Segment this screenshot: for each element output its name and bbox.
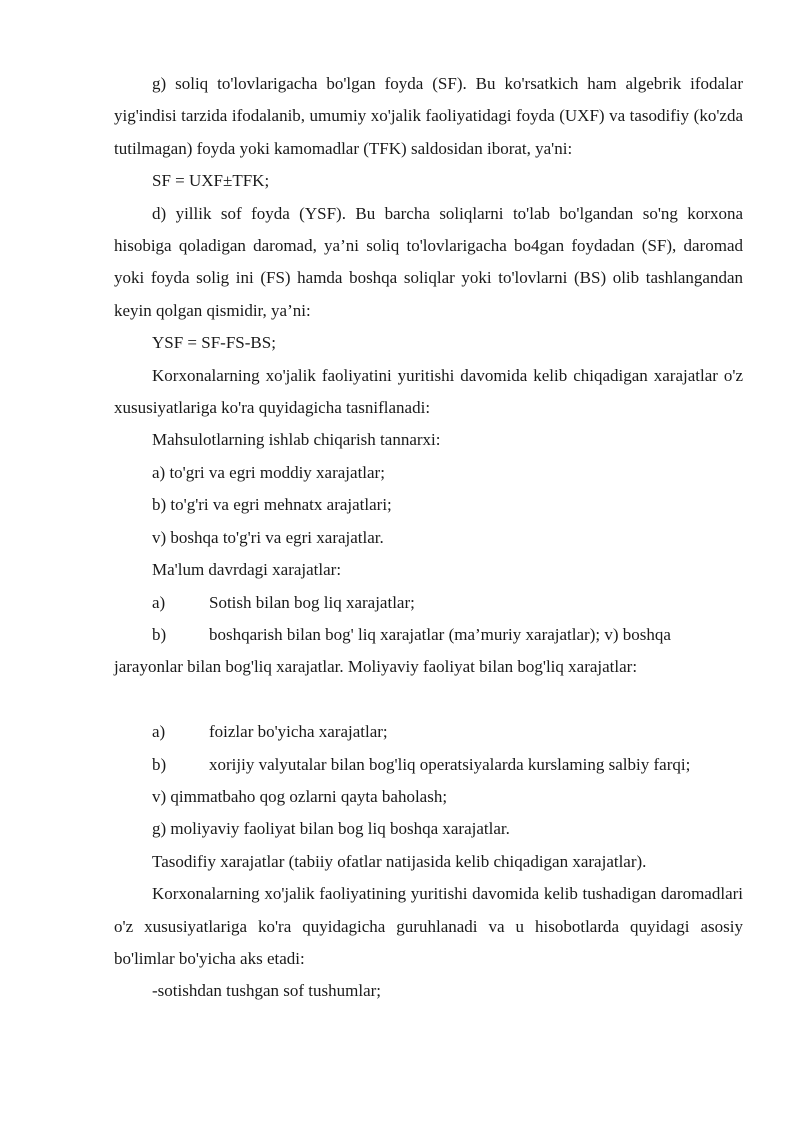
paragraph-ysf-definition: d) yillik sof foyda (YSF). Bu barcha soliqlarni to'lab bo'lgandan so'ng korxona hisobiga qoladigan daromad, ya’ni soliq to'lovlarigacha bo4gan foydadan (SF), daromad yoki foyda solig ini (FS) hamda boshqa soliqlar yoki to'lovlarni (BS) olib tashlangandan keyin qolgan qismidir, ya’ni: <box>114 203 743 320</box>
paragraph-sf-definition: g) soliq to'lovlarigacha bo'lgan foyda (SF). Bu ko'rsatkich ham algebrik ifodalar yig'indisi tarzida ifodalanib, umumiy xo'jalik faoliyatidagi foyda (UXF) va tasodifiy (ko'zda tutilmagan) foyda yoki kamomadlar (TFK) saldosidan iborat, ya'ni: <box>114 74 743 158</box>
formula-ysf: YSF = SF-FS-BS; <box>152 333 276 353</box>
list-marker: b) <box>152 754 167 774</box>
list-item: a) to'gri va egri moddiy xarajatlar; <box>152 462 385 482</box>
heading-period-expenses: Ma'lum davrdagi xarajatlar: <box>152 560 342 580</box>
paragraph-random-expenses: Tasodifiy xarajatlar (tabiiy ofatlar natijasida kelib chiqadigan xarajatlar). <box>152 851 647 871</box>
list-marker: a) <box>152 592 166 612</box>
list-item-text: foizlar bo'yicha xarajatlar; <box>209 722 388 742</box>
list-item: -sotishdan tushgan sof tushumlar; <box>152 981 382 1001</box>
list-item-text: xorijiy valyutalar bilan bog'liq operatsiyalarda kurslaming salbiy farqi; <box>209 754 691 774</box>
list-item <box>114 749 743 781</box>
list-item: v) boshqa to'g'ri va egri xarajatlar. <box>152 527 384 547</box>
document-page <box>114 68 743 1008</box>
list-item <box>114 587 743 619</box>
list-item <box>114 716 743 748</box>
list-marker: a) <box>152 722 166 742</box>
list-item: v) qimmatbaho qog ozlarni qayta baholash; <box>152 786 448 806</box>
list-item: b) to'g'ri va egri mehnatx arajatlari; <box>152 495 392 515</box>
formula-sf: SF = UXF±TFK; <box>152 171 270 191</box>
blank-line <box>114 684 743 716</box>
heading-production-cost: Mahsulotlarning ishlab chiqarish tannarxi: <box>152 430 441 450</box>
list-marker: b) <box>152 624 167 644</box>
list-item-text: Sotish bilan bog liq xarajatlar; <box>209 592 415 612</box>
paragraph-expense-classification: Korxonalarning xo'jalik faoliyatini yuritishi davomida kelib chiqadigan xarajatlar o'z xususiyatlariga ko'ra quyidagicha tasniflanadi: <box>114 365 743 418</box>
list-item <box>114 619 743 651</box>
list-item: g) moliyaviy faoliyat bilan bog liq boshqa xarajatlar. <box>152 819 510 839</box>
paragraph-income-grouping: Korxonalarning xo'jalik faoliyatining yuritishi davomida kelib tushadigan daromadlari o'z xususiyatlariga ko'ra quyidagicha guruhlanadi va u hisobotlarda quyidagi asosiy bo'limlar bo'yicha aks etadi: <box>114 884 743 968</box>
paragraph-continuation: jarayonlar bilan bog'liq xarajatlar. Moliyaviy faoliyat bilan bog'liq xarajatlar: <box>114 657 638 677</box>
list-item-text: boshqarish bilan bog' liq xarajatlar (ma’muriy xarajatlar); v) boshqa <box>209 624 671 644</box>
